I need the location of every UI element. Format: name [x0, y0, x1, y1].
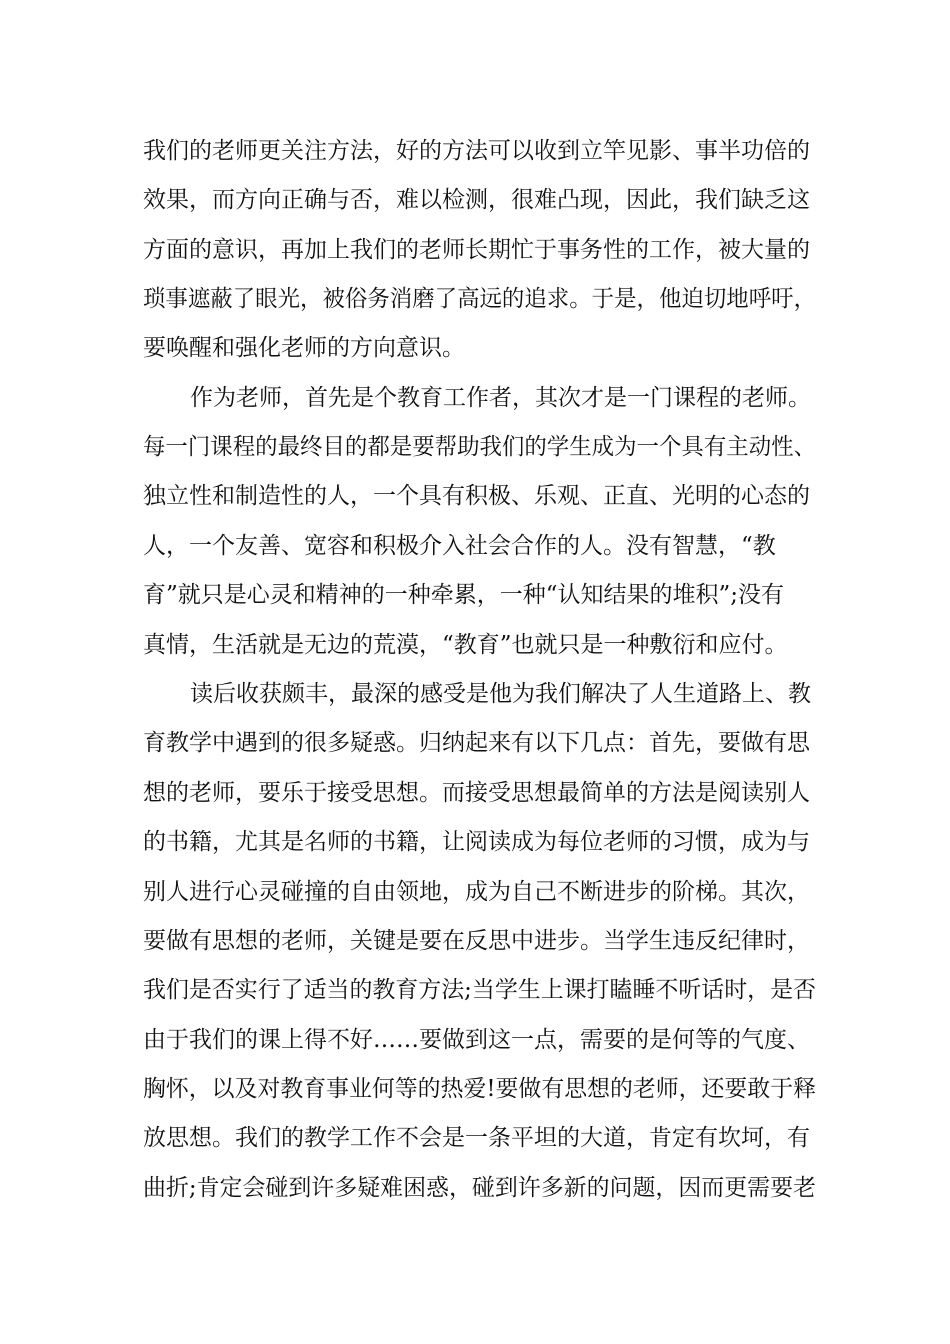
- text-line: [0, 719, 950, 767]
- line-text: 读后收获颇丰，最深的感受是他为我们解决了人生道路上、教: [190, 681, 811, 707]
- text-line: [0, 1016, 950, 1064]
- text-line: [0, 1114, 950, 1162]
- text-line: [0, 621, 950, 669]
- line-text: 胸怀，以及对教育事业何等的热爱!要做有思想的老师，还要敢于释: [143, 1076, 816, 1102]
- line-text: 要做有思想的老师，关键是要在反思中进步。当学生违反纪律时，: [143, 928, 810, 954]
- text-line: [0, 571, 950, 619]
- text-line: [0, 176, 950, 224]
- text-line: [0, 275, 950, 323]
- text-line: [0, 868, 950, 916]
- line-text: 想的老师，要乐于接受思想。而接受思想最简单的方法是阅读别人: [143, 780, 810, 806]
- line-text: 的书籍，尤其是名师的书籍，让阅读成为每位老师的习惯，成为与: [143, 829, 810, 855]
- line-text: 育教学中遇到的很多疑惑。归纳起来有以下几点：首先，要做有思: [143, 730, 810, 756]
- line-text: 放思想。我们的教学工作不会是一条平坦的大道，肯定有坎坷，有: [143, 1125, 810, 1151]
- text-line: [0, 917, 950, 965]
- line-text: 方面的意识，再加上我们的老师长期忙于事务性的工作，被大量的: [143, 237, 810, 263]
- line-text: 别人进行心灵碰撞的自由领地，成为自己不断进步的阶梯。其次，: [143, 879, 810, 905]
- text-line: [0, 127, 950, 175]
- text-line: [0, 423, 950, 471]
- text-line: [0, 472, 950, 520]
- line-text: 育”就只是心灵和精神的一种牵累，一种“认知结果的堆积”;没有: [143, 582, 785, 608]
- text-line: [0, 670, 950, 718]
- line-text: 由于我们的课上得不好……要做到这一点，需要的是何等的气度、: [143, 1027, 810, 1053]
- line-text: 我们是否实行了适当的教育方法;当学生上课打瞌睡不听话时，是否: [143, 977, 816, 1003]
- text-line: [0, 374, 950, 422]
- text-line: [0, 324, 950, 372]
- text-line: [0, 769, 950, 817]
- line-text: 作为老师，首先是个教育工作者，其次才是一门课程的老师。: [190, 385, 811, 411]
- line-text: 独立性和制造性的人，一个具有积极、乐观、正直、光明的心态的: [143, 483, 810, 509]
- line-text: 曲折;肯定会碰到许多疑难困惑，碰到许多新的问题，因而更需要老: [143, 1175, 816, 1201]
- text-line: [0, 1065, 950, 1113]
- line-text: 真情，生活就是无边的荒漠，“教育”也就只是一种敷衍和应付。: [143, 632, 788, 658]
- line-text: 效果，而方向正确与否，难以检测，很难凸现，因此，我们缺乏这: [143, 187, 810, 213]
- line-text: 琐事遮蔽了眼光，被俗务消磨了高远的追求。于是，他迫切地呼吁，: [143, 286, 816, 312]
- line-text: 要唤醒和强化老师的方向意识。: [143, 335, 465, 361]
- text-line: [0, 1164, 950, 1212]
- line-text: 每一门课程的最终目的都是要帮助我们的学生成为一个具有主动性、: [143, 434, 816, 460]
- text-line: [0, 226, 950, 274]
- text-line: [0, 966, 950, 1014]
- line-text: 我们的老师更关注方法，好的方法可以收到立竿见影、事半功倍的: [143, 138, 810, 164]
- text-line: [0, 522, 950, 570]
- line-text: 人，一个友善、宽容和积极介入社会合作的人。没有智慧，“教: [143, 533, 776, 559]
- text-line: [0, 818, 950, 866]
